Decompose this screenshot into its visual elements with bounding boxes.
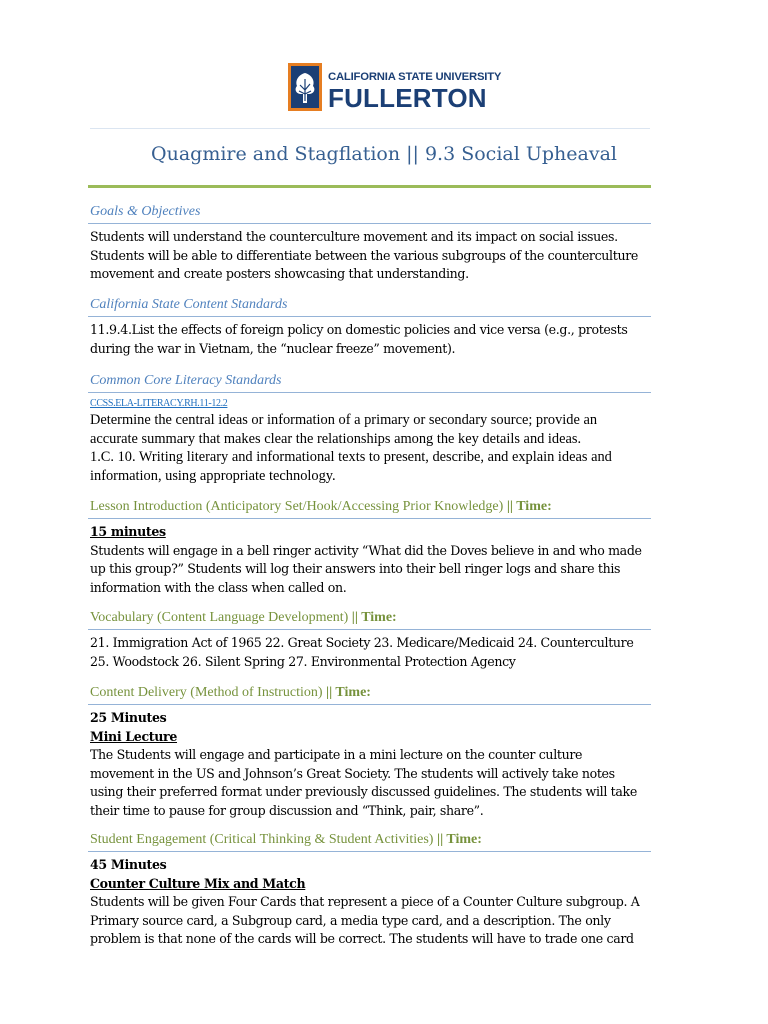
vocabulary-line: 21. Immigration Act of 1965 22. Great Society 23. Medicare/Medicaid 24. Counterculture — [90, 635, 634, 650]
content-delivery-line: using their preferred format under previously discussed guidelines. The students will take — [90, 784, 637, 799]
goals-line: movement and create posters showcasing that understanding. — [90, 266, 469, 281]
common-core-line: information, using appropriate technology. — [90, 467, 336, 484]
engagement-heading — [90, 832, 482, 848]
content-delivery-heading — [90, 685, 371, 701]
common-core-line: accurate summary that makes clear the relationships among the key details and ideas. — [90, 430, 582, 447]
goals-line: Students will understand the counterculture movement and its impact on social issues. — [90, 229, 618, 244]
engagement-line: Students will be given Four Cards that represent a piece of a Counter Culture subgroup. A — [90, 894, 640, 909]
common-core-heading: Common Core Literacy Standards — [90, 373, 282, 388]
engagement-heading-text: Student Engagement (Critical Thinking & Student Activities) — [90, 832, 434, 847]
state-standards-line: during the war in Vietnam, the “nuclear freeze” movement). — [90, 340, 456, 356]
introduction-line: Students will engage in a bell ringer activity “What did the Doves believe in and who made — [90, 542, 642, 558]
engagement-time-label: || Time: — [436, 832, 482, 847]
engagement-line: Primary source card, a Subgroup card, a media type card, and a description. The only — [90, 912, 611, 928]
state-standards-rule — [88, 316, 651, 317]
content-delivery-text — [90, 709, 670, 820]
introduction-time-label: || Time: — [506, 499, 552, 514]
content-delivery-line: movement in the US and Johnson’s Great Society. The students will actively take notes — [90, 765, 615, 781]
engagement-subtitle: Counter Culture Mix and Match — [90, 875, 306, 891]
goals-rule — [88, 223, 651, 224]
goals-line: Students will be able to differentiate between the various subgroups of the counterculture — [90, 247, 638, 263]
engagement-line: problem is that none of the cards will be correct. The students will have to trade one card — [90, 931, 634, 946]
state-standards-line: 11.9.4.List the effects of foreign policy on domestic policies and vice versa (e.g., protests — [90, 322, 628, 337]
content-delivery-line: their time to pause for group discussion and “Think, pair, share”. — [90, 802, 484, 818]
content-delivery-duration: 25 Minutes — [90, 710, 167, 725]
vocabulary-time-label: || Time: — [351, 610, 397, 625]
vocabulary-heading — [90, 610, 397, 626]
ccss-standard-link[interactable]: CCSS.ELA-LITERACY.RH.11-12.2 — [90, 398, 228, 409]
content-delivery-heading-text: Content Delivery (Method of Instruction) — [90, 685, 323, 700]
common-core-line: 1.C. 10. Writing literary and informational texts to present, describe, and explain ideas and — [90, 449, 612, 465]
content-delivery-line: The Students will engage and participate in a mini lecture on the counter culture — [90, 747, 583, 762]
vocabulary-line: 25. Woodstock 26. Silent Spring 27. Environmental Protection Agency — [90, 653, 516, 669]
page-title: Quagmire and Stagflation || 9.3 Social Upheaval — [151, 143, 617, 165]
content-delivery-subtitle: Mini Lecture — [90, 728, 178, 744]
state-standards-heading: California State Content Standards — [90, 297, 288, 312]
common-core-line: Determine the central ideas or information of a primary or secondary source; provide an — [90, 412, 598, 428]
introduction-line: up this group?” Students will log their answers into their bell ringer logs and share this — [90, 561, 621, 576]
content-delivery-time-label: || Time: — [326, 685, 371, 700]
state-standards-text — [90, 321, 670, 358]
engagement-rule — [88, 851, 651, 852]
common-core-rule — [88, 392, 651, 393]
engagement-duration: 45 Minutes — [90, 857, 167, 872]
introduction-rule — [88, 518, 651, 519]
vocabulary-rule — [88, 629, 651, 630]
university-logo — [288, 63, 501, 112]
common-core-text — [90, 397, 670, 485]
title-rule — [88, 185, 651, 188]
introduction-duration: 15 minutes — [90, 524, 166, 539]
content-delivery-rule — [88, 704, 651, 705]
goals-heading: Goals & Objectives — [90, 204, 201, 219]
introduction-heading — [90, 499, 552, 515]
goals-text — [90, 228, 670, 284]
vocabulary-heading-text: Vocabulary (Content Language Development) — [90, 610, 349, 625]
header-divider — [90, 128, 650, 129]
logo-university-text: CALIFORNIA STATE UNIVERSITY — [328, 71, 502, 83]
logo-campus-text: FULLERTON — [328, 83, 487, 113]
introduction-line: information with the class when called on. — [90, 579, 347, 595]
engagement-text — [90, 856, 670, 949]
introduction-text — [90, 523, 670, 597]
introduction-heading-text: Lesson Introduction (Anticipatory Set/Hook/Accessing Prior Knowledge) — [90, 499, 504, 514]
vocabulary-text — [90, 634, 670, 671]
tree-emblem-icon — [288, 63, 322, 111]
